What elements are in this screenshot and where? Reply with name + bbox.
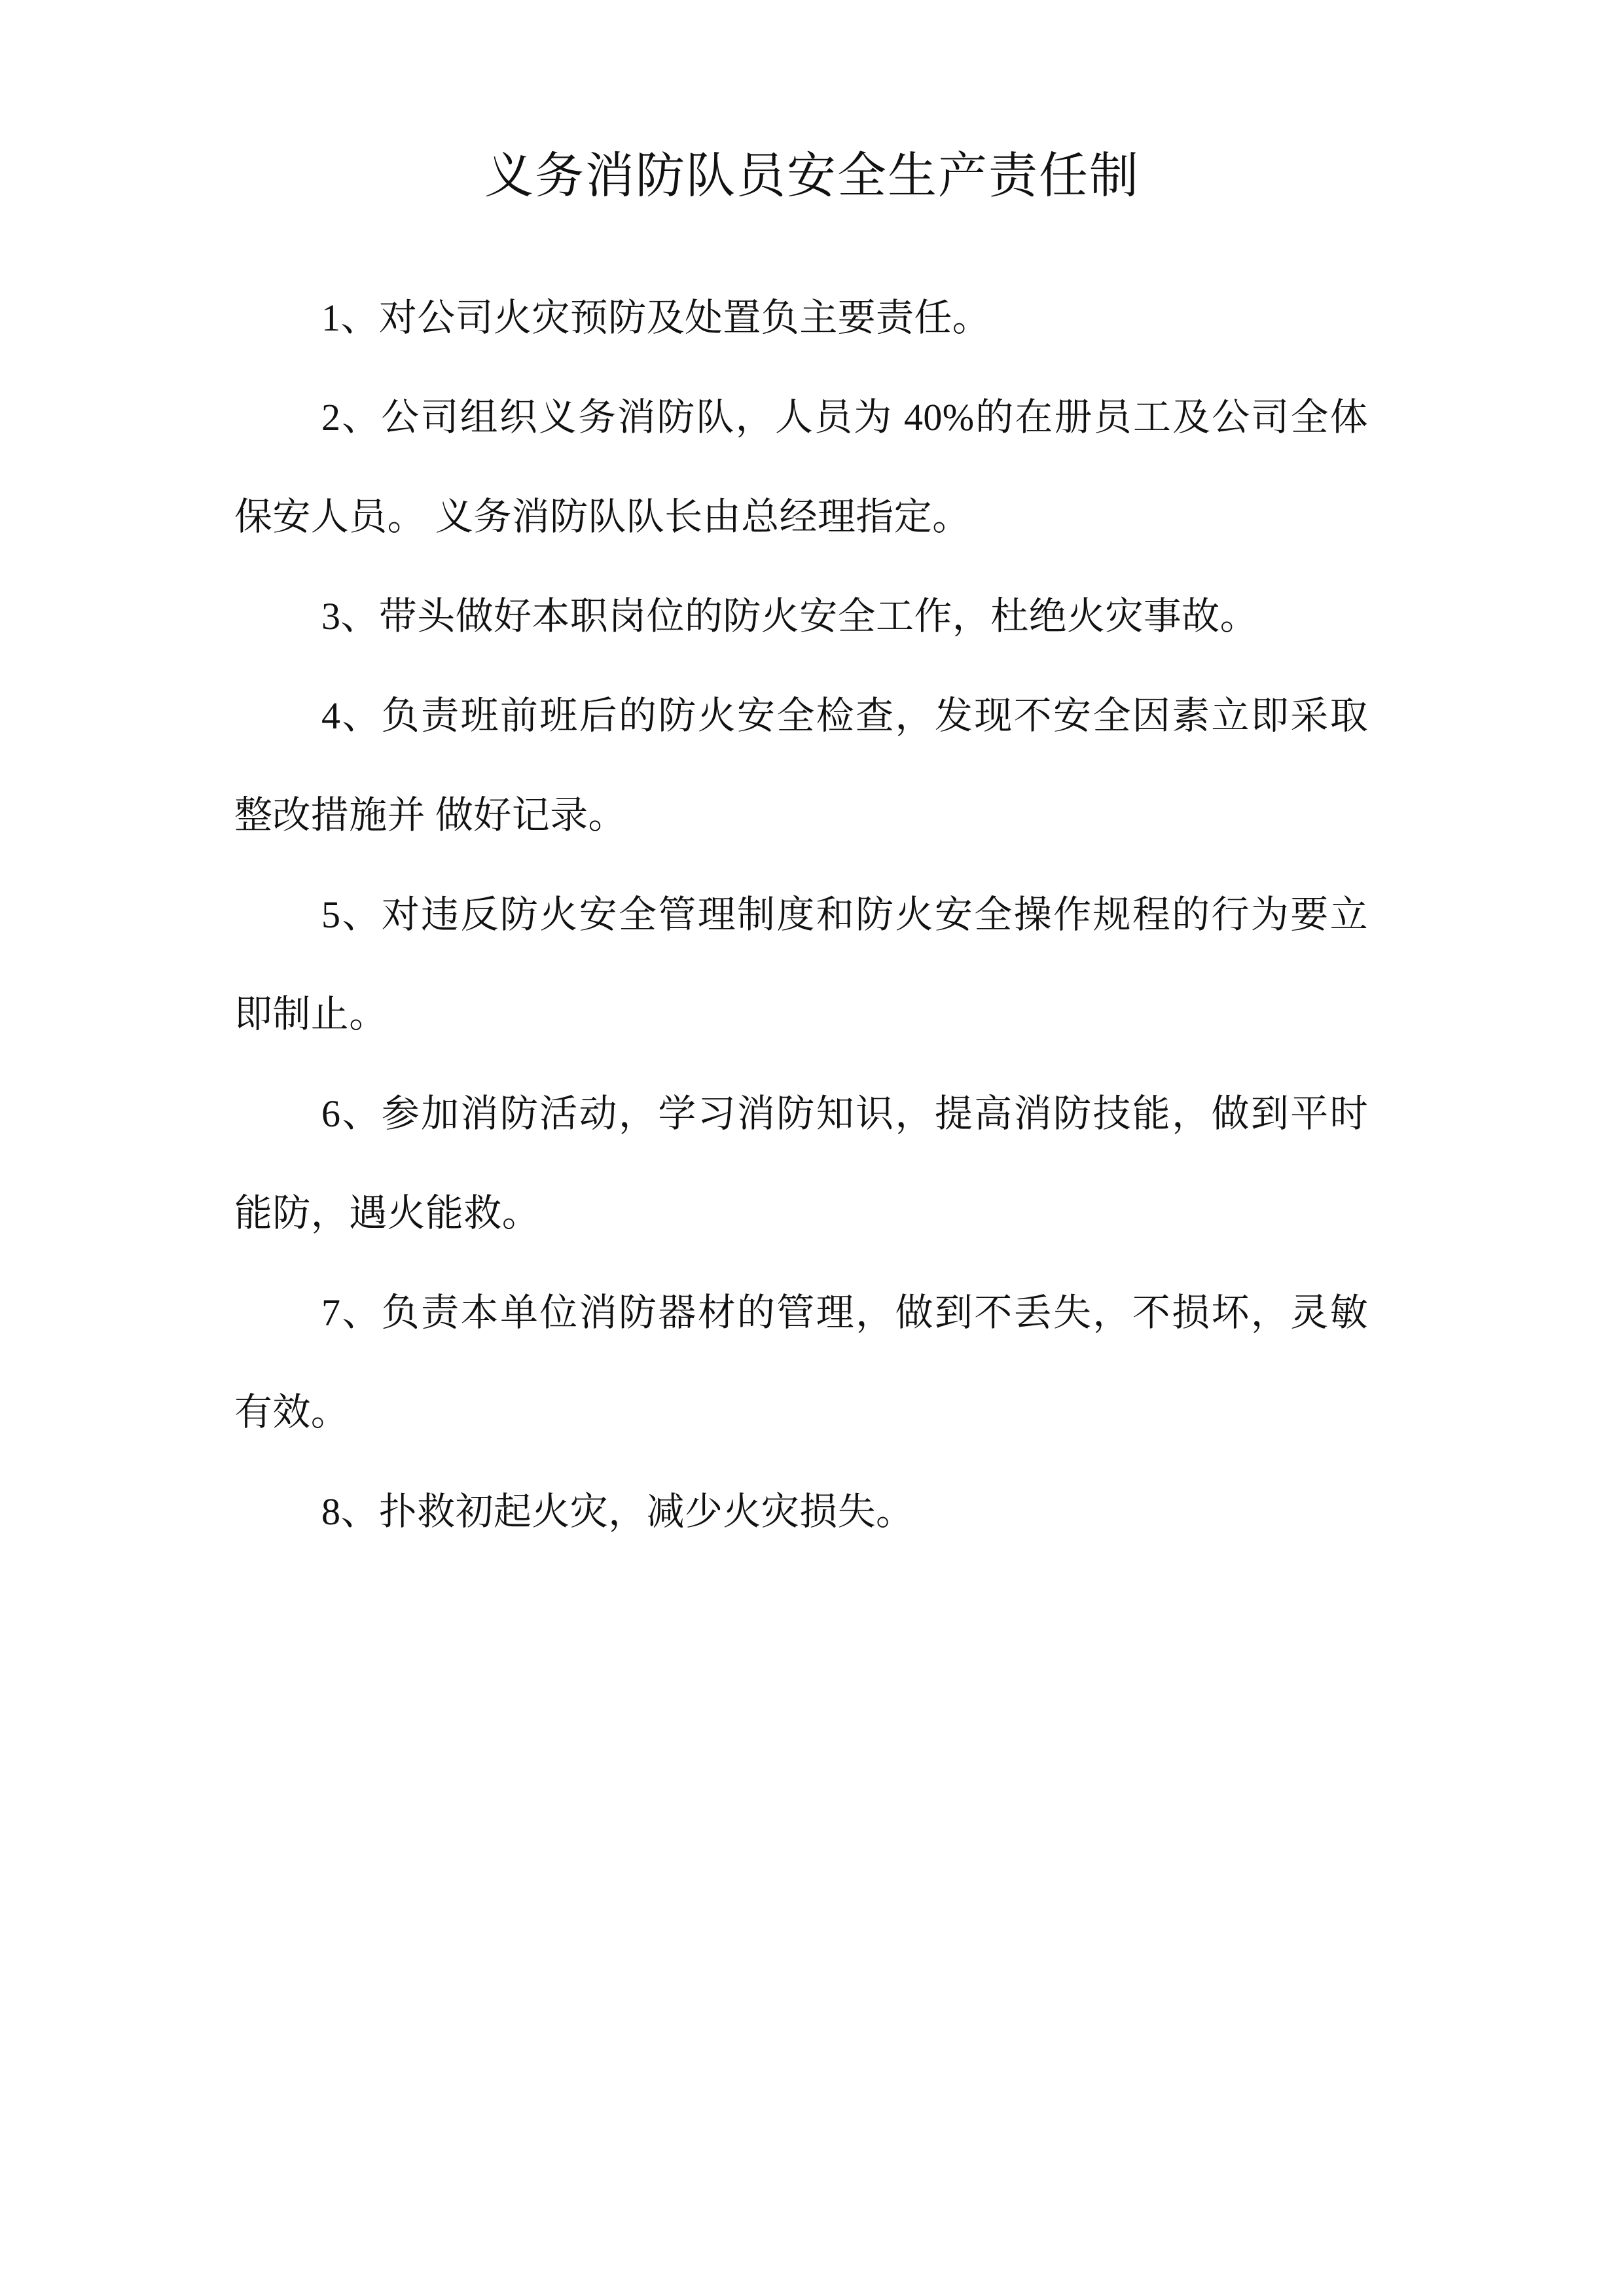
document-title: 义务消防队员安全生产责任制: [484, 149, 1140, 204]
clause-6: 6、参加消防活动，学习消防知识，提高消防技能，做到平时能防，遇火能救。: [234, 1092, 1368, 1234]
document-body: [234, 268, 1368, 1562]
clause-3: 3、带头做好本职岗位的防火安全工作，杜绝火灾事故。: [321, 595, 1259, 637]
clause-2: 2、公司组织义务消防队，人员为 40%的在册员工及公司全体保安人员。 义务消防队队长由总经理指定。: [234, 396, 1368, 538]
clause-7: 7、负责本单位消防器材的管理，做到不丢失，不损坏，灵敏有效。: [234, 1291, 1368, 1433]
clause-8: 8、扑救初起火灾，减少火灾损失。: [321, 1490, 914, 1533]
clause-4: 4、负责班前班后的防火安全检查，发现不安全因素立即采取整改措施并 做好记录。: [234, 694, 1368, 836]
clause-1: 1、对公司火灾预防及处置负主要责任。: [321, 296, 991, 339]
clause-5: 5、对违反防火安全管理制度和防火安全操作规程的行为要立即制止。: [234, 893, 1368, 1035]
